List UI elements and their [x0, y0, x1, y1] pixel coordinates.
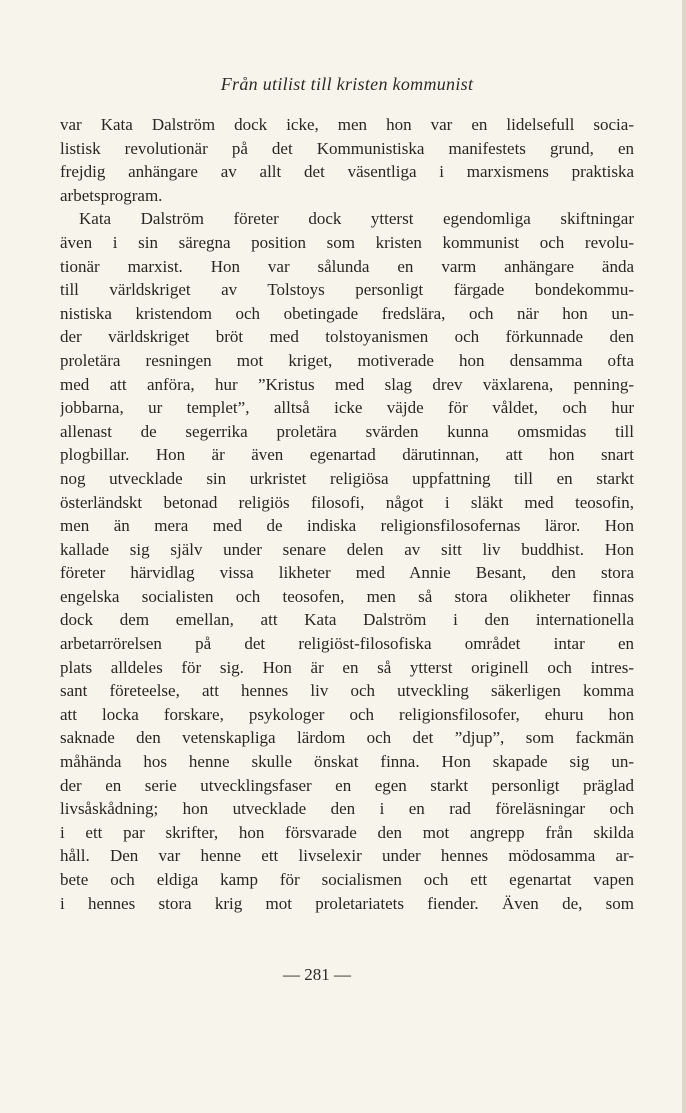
text-line: i ett par skrifter, hon försvarade den mot angrepp från skilda [60, 822, 634, 842]
text-line: der en serie utvecklingsfaser en egen starkt personligt präglad [60, 775, 634, 795]
text-line: engelska socialisten och teosofen, men så stora olikheter finnas [60, 586, 634, 606]
text-line: med att anföra, hur ”Kristus med slag drev växlarena, penning- [60, 374, 634, 394]
text-line: arbetsprogram. [60, 185, 163, 205]
text-line: kallade sig själv under senare delen av sitt liv buddhist. Hon [60, 539, 634, 559]
text-line: att locka forskare, psykologer och religionsfilosofer, ehuru hon [60, 704, 634, 724]
running-head: Från utilist till kristen kommunist [220, 74, 474, 94]
page-edge [682, 0, 686, 1113]
text-line: nog utvecklade sin urkristet religiösa uppfattning till en starkt [60, 468, 634, 488]
text-line: men än mera med de indiska religionsfilosofernas läror. Hon [60, 516, 634, 536]
text-line: företer härvidlag vissa likheter med Annie Besant, den stora [60, 563, 634, 583]
text-line: listisk revolutionär på det Kommunistiska manifestets grund, en [60, 138, 634, 158]
text-line: i hennes stora krig mot proletariatets fiender. Även de, som [60, 893, 634, 913]
text-line: der världskriget bröt med tolstoyanismen och förkunnade den [60, 327, 634, 347]
text-line: nistiska kristendom och obetingade fredslära, och när hon un- [60, 303, 634, 323]
text-line: österländskt betonad religiös filosofi, något i släkt med teosofin, [60, 492, 634, 512]
text-line: sant företeelse, att hennes liv och utveckling säkerligen komma [60, 681, 634, 701]
text-line: frejdig anhängare av allt det väsentliga i marxismens praktiska [60, 162, 634, 182]
text-line: dock dem emellan, att Kata Dalström i den internationella [60, 610, 634, 630]
text-line: arbetarrörelsen på det religiöst-filosofiska området intar en [60, 634, 634, 654]
text-line: var Kata Dalström dock icke, men hon var en lidelsefull socia- [60, 115, 634, 134]
text-line: proletära resningen mot kriget, motiverade hon densamma ofta [60, 350, 634, 370]
text-line: jobbarna, ur templet”, alltså icke väjde för våldet, och hur [60, 398, 634, 418]
text-line: tionär marxist. Hon var sålunda en varm anhängare ända [60, 256, 634, 276]
text-line: plogbillar. Hon är även egenartad därutinnan, att hon snart [60, 445, 634, 465]
text-line: Kata Dalström företer dock ytterst egendomliga skiftningar [79, 209, 634, 229]
text-line: till världskriget av Tolstoys personligt färgade bondekommu- [60, 280, 634, 300]
page-number: — 281 — [283, 965, 351, 984]
text-line: håll. Den var henne ett livselexir under hennes mödosamma ar- [60, 846, 634, 866]
text-line: plats alldeles för sig. Hon är en så ytterst originell och intres- [60, 657, 634, 677]
text-line: allenast de segerrika proletära svärden kunna omsmidas till [60, 421, 634, 441]
text-line: måhända hos henne skulle önskat finna. Hon skapade sig un- [60, 752, 634, 772]
text-line: även i sin säregna position som kristen kommunist och revolu- [60, 232, 634, 252]
text-line: bete och eldiga kamp för socialismen och ett egenartat vapen [60, 870, 634, 889]
text-line: saknade den vetenskapliga lärdom och det ”djup”, som fackmän [60, 728, 634, 748]
text-line: livsåskådning; hon utvecklade den i en rad föreläsningar och [60, 799, 634, 819]
body-text [60, 113, 634, 915]
